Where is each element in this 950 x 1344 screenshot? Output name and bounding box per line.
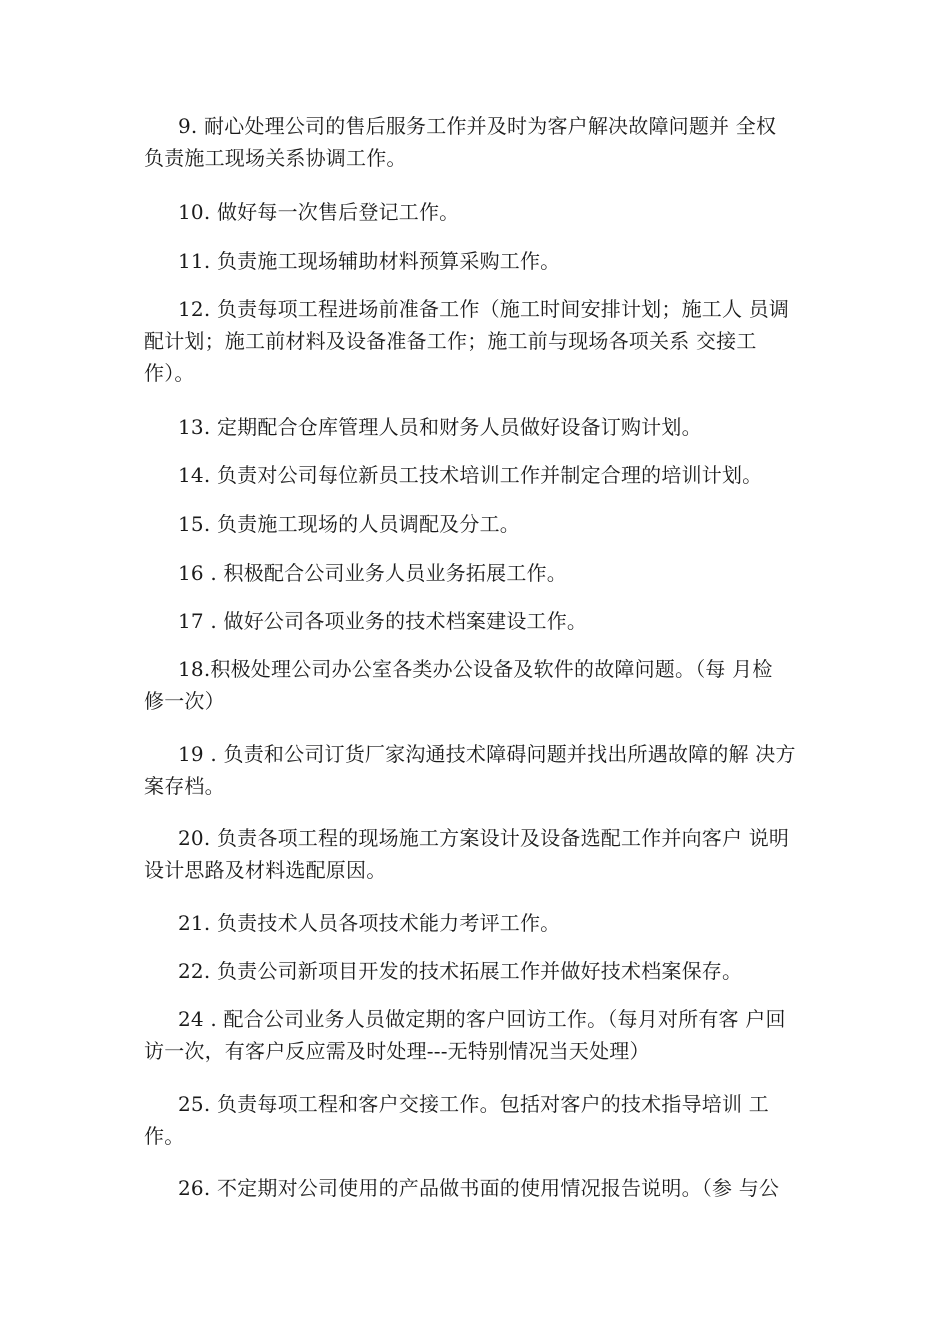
list-item-line: 9. 耐心处理公司的售后服务工作并及时为客户解决故障问题并 全权 — [178, 114, 777, 138]
list-item-line: 负责施工现场关系协调工作。 — [144, 146, 407, 170]
list-item-line: 20. 负责各项工程的现场施工方案设计及设备选配工作并向客户 说明 — [178, 826, 790, 850]
list-item — [144, 196, 834, 228]
list-item — [144, 411, 834, 443]
list-item — [144, 955, 834, 987]
list-item-line: 26. 不定期对公司使用的产品做书面的使用情况报告说明。（参 与公 — [178, 1176, 780, 1200]
list-item-line: 10. 做好每一次售后登记工作。 — [178, 200, 460, 224]
list-item — [144, 245, 834, 277]
list-item-line: 17 . 做好公司各项业务的技术档案建设工作。 — [178, 609, 588, 633]
list-item-line: 18.积极处理公司办公室各类办公设备及软件的故障问题。（每 月检 — [178, 657, 773, 681]
list-item-line: 作）。 — [144, 361, 195, 385]
list-item-line: 14. 负责对公司每位新员工技术培训工作并制定合理的培训计划。 — [178, 463, 763, 487]
list-item — [144, 653, 834, 717]
list-item — [144, 110, 834, 174]
list-item — [144, 1003, 834, 1067]
list-item-line: 11. 负责施工现场辅助材料预算采购工作。 — [178, 249, 561, 273]
list-item-line: 设计思路及材料选配原因。 — [144, 858, 387, 882]
list-item — [144, 1088, 834, 1152]
list-item — [144, 557, 834, 589]
list-item — [144, 293, 834, 389]
list-item-line: 22. 负责公司新项目开发的技术拓展工作并做好技术档案保存。 — [178, 959, 743, 983]
list-item — [144, 459, 834, 491]
list-item-line: 15. 负责施工现场的人员调配及分工。 — [178, 512, 520, 536]
list-item-line: 21. 负责技术人员各项技术能力考评工作。 — [178, 911, 561, 935]
list-item-line: 13. 定期配合仓库管理人员和财务人员做好设备订购计划。 — [178, 415, 702, 439]
list-item-line: 配计划；施工前材料及设备准备工作；施工前与现场各项关系 交接工 — [144, 329, 757, 353]
list-item — [144, 738, 834, 802]
list-item-line: 案存档。 — [144, 774, 225, 798]
list-item-line: 25. 负责每项工程和客户交接工作。包括对客户的技术指导培训 工 — [178, 1092, 769, 1116]
list-item — [144, 822, 834, 886]
list-item-line: 19 . 负责和公司订货厂家沟通技术障碍问题并找出所遇故障的解 决方 — [178, 742, 796, 766]
list-item-line: 访一次，有客户反应需及时处理---无特别情况当天处理） — [144, 1039, 650, 1063]
list-item-line: 24 . 配合公司业务人员做定期的客户回访工作。（每月对所有客 户回 — [178, 1007, 786, 1031]
list-item-line: 12. 负责每项工程进场前准备工作（施工时间安排计划；施工人 员调 — [178, 297, 790, 321]
list-item-line: 修一次） — [144, 689, 225, 713]
list-item — [144, 1172, 834, 1204]
list-item — [144, 508, 834, 540]
list-item — [144, 907, 834, 939]
list-item — [144, 605, 834, 637]
list-item-line: 作。 — [144, 1124, 185, 1148]
list-item-line: 16 . 积极配合公司业务人员业务拓展工作。 — [178, 561, 567, 585]
